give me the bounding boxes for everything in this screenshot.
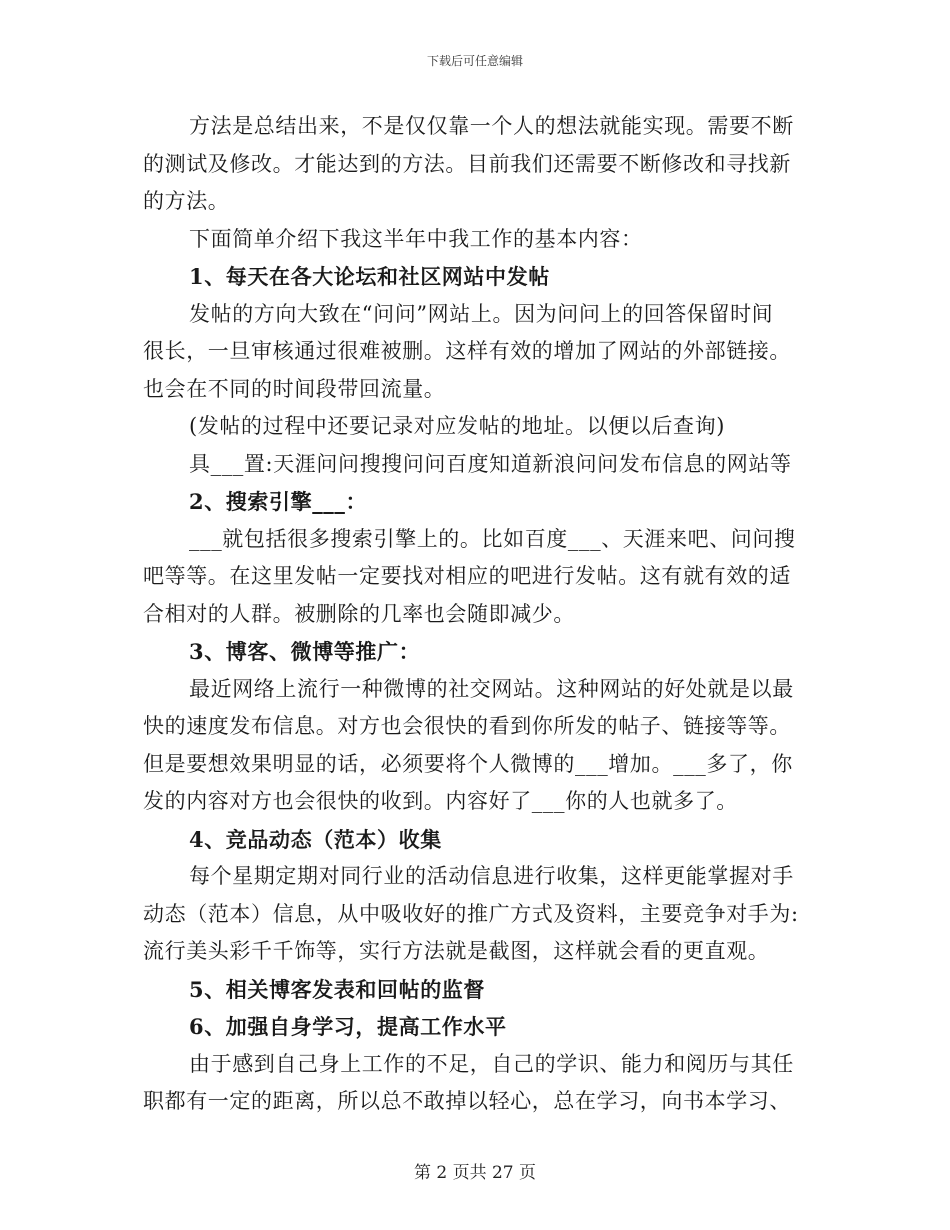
- paragraph-line: 的方法。: [143, 189, 230, 213]
- paragraph-line: 每个星期定期对同行业的活动信息进行收集，这样更能掌握对手: [189, 864, 794, 888]
- paragraph-line: 职都有一定的距离，所以总不敢掉以轻心，总在学习，向书本学习、: [143, 1089, 791, 1113]
- page-number-footer: 第 2 页共 27 页: [413, 1163, 537, 1183]
- paragraph-line: 下面简单介绍下我这半年中我工作的基本内容：: [189, 226, 643, 251]
- paragraph-line: 合相对的人群。被删除的几率也会随即减少。: [143, 601, 575, 626]
- section-heading: 2、搜索引擎___：: [189, 489, 368, 514]
- paragraph-line: 具___置:天涯问问搜搜问问百度知道新浪问问发布信息的网站等: [189, 451, 792, 476]
- section-heading: 6、加强自身学习，提高工作水平: [189, 1014, 507, 1039]
- paragraph-line: 方法是总结出来，不是仅仅靠一个人的想法就能实现。需要不断: [189, 114, 794, 138]
- paragraph-line: 吧等等。在这里发帖一定要找对相应的吧进行发帖。这有就有效的适: [143, 564, 791, 588]
- document-body: [143, 108, 803, 1121]
- paragraph-line: 快的速度发布信息。对方也会很快的看到你所发的帖子、链接等等。: [143, 714, 791, 738]
- paragraph-line: 动态（范本）信息，从中吸收好的推广方式及资料，主要竞争对手为:: [143, 901, 799, 926]
- paragraph-line: ___就包括很多搜索引擎上的。比如百度___、天涯来吧、问问搜: [189, 526, 796, 551]
- section-heading: 3、博客、微博等推广：: [189, 639, 421, 664]
- paragraph-line: 流行美头彩千千饰等，实行方法就是截图，这样就会看的更直观。: [143, 939, 770, 963]
- paragraph-line: 很长，一旦审核通过很难被删。这样有效的增加了网站的外部链接。: [143, 339, 791, 363]
- paragraph-line: 发帖的方向大致在“问问”网站上。因为问问上的回答保留时间: [189, 301, 774, 326]
- page-header-note: 下载后可任意编辑: [426, 54, 523, 68]
- paragraph-line: 发的内容对方也会很快的收到。内容好了___你的人也就多了。: [143, 789, 738, 813]
- section-heading: 5、相关博客发表和回帖的监督: [189, 976, 486, 1002]
- paragraph-line: 最近网络上流行一种微博的社交网站。这种网站的好处就是以最: [189, 676, 794, 701]
- paragraph-line: (发帖的过程中还要记录对应发帖的地址。以便以后查询): [189, 414, 725, 438]
- section-heading: 4、竞品动态（范本）收集: [189, 826, 442, 852]
- paragraph-line: 也会在不同的时间段带回流量。: [143, 376, 446, 401]
- section-heading: 1、每天在各大论坛和社区网站中发帖: [189, 264, 550, 289]
- paragraph-line: 由于感到自己身上工作的不足，自己的学识、能力和阅历与其任: [189, 1051, 794, 1076]
- paragraph-line: 的测试及修改。才能达到的方法。目前我们还需要不断修改和寻找新: [143, 151, 791, 176]
- paragraph-line: 但是要想效果明显的话，必须要将个人微博的___增加。___多了，你: [143, 751, 793, 776]
